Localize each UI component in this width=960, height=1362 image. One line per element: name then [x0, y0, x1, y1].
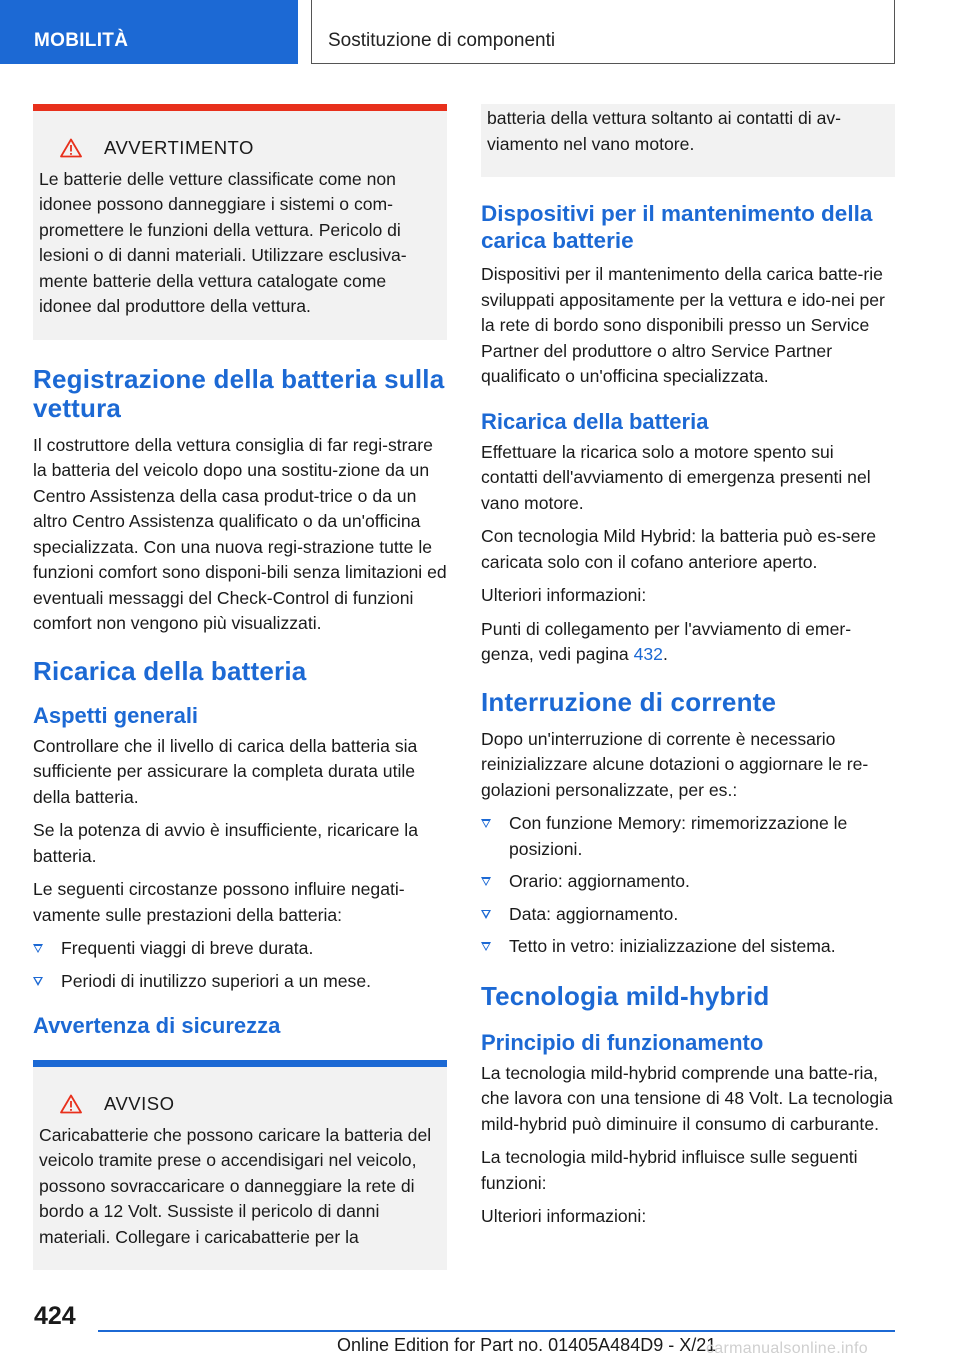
warning-triangle-icon [60, 138, 82, 158]
page-number: 424 [34, 1302, 76, 1330]
charging-paragraph-1: Controllare che il livello di carica della batteria sia sufficiente per assicurare la completa durata utile della batteria. [33, 735, 418, 807]
recharge-paragraph-3: Ulteriori informazioni: [481, 585, 647, 605]
interruption-text: Dopo un'interruzione di corrente è necessario reinizializzare alcune dotazioni o aggiornare le re-golazioni personalizzate, per es.: [481, 728, 869, 800]
charging-paragraph-3: Le seguenti circostanze possono influire negati-vamente sulle prestazioni della batteria: [33, 879, 405, 925]
maintainers-subheading: Dispositivi per il mantenimento della carica batterie [481, 201, 873, 253]
registration-heading: Registrazione della batteria sulla vettura [33, 363, 445, 423]
mild-hybrid-heading: Tecnologia mild-hybrid [481, 980, 770, 1011]
list-item [481, 934, 895, 960]
list-item-text: Frequenti viaggi di breve durata. [61, 938, 314, 958]
warning-box [33, 104, 447, 340]
footer-edition: Online Edition for Part no. 01405A484D9 - X/21 [337, 1335, 717, 1355]
recharge-paragraph-4 [481, 617, 895, 668]
notice-box-continued [481, 104, 895, 177]
mild-hybrid-paragraph-3: Ulteriori informazioni: [481, 1206, 647, 1226]
operating-principle-subheading: Principio di funzionamento [481, 1029, 764, 1055]
list-item [481, 811, 895, 862]
left-column [33, 104, 447, 1295]
footer-divider [98, 1330, 895, 1332]
list-item-text: Con funzione Memory: rimemorizzazione le posizioni. [509, 813, 848, 859]
recharge-paragraph-1: Effettuare la ricarica solo a motore spento sui contatti dell'avviamento di emergenza presenti nel vano motore. [481, 441, 871, 513]
bullet-triangle-icon [481, 910, 491, 919]
watermark: carmanualsonline.info [706, 1340, 868, 1357]
recharge-p4-text: Punti di collegamento per l'avviamento di emer-genza, vedi pagina [481, 618, 852, 664]
chapter-title: Sostituzione di componenti [311, 0, 895, 64]
recharge-subheading: Ricarica della batteria [481, 408, 709, 434]
warning-title: AVVERTIMENTO [104, 137, 254, 158]
list-item [481, 902, 895, 928]
right-column [481, 104, 895, 1238]
bullet-triangle-icon [481, 942, 491, 951]
list-item [33, 969, 447, 995]
interruption-heading: Interruzione di corrente [481, 686, 777, 717]
list-item-text: Data: aggiornamento. [509, 903, 679, 924]
list-item-text: Orario: aggiornamento. [509, 871, 690, 891]
charging-heading: Ricarica della batteria [33, 655, 307, 686]
notice-text: Caricabatterie che possono caricare la batteria del veicolo tramite prese o accendisigari nel veicolo, possono sovraccaricare o danneggiare la rete di bordo a 12 Volt. Sussiste il pericolo di danni materiali. Collegare i caricabatterie per la [39, 1124, 432, 1247]
bullet-triangle-icon [481, 877, 491, 886]
warning-text: Le batterie delle vetture classificate come non idonee possono danneggiare i sistemi o com-promettere le funzioni della vettura. Pericolo di lesioni o di danni materiali. Utilizzare esclusiva-mente batterie della vettura catalogate come idonee dal produttore della vettura. [39, 168, 407, 316]
notice-text-continued: batteria della vettura soltanto ai contatti di av-viamento nel vano motore. [487, 108, 842, 154]
bullet-triangle-icon [33, 944, 43, 953]
page-link[interactable]: 432 [633, 644, 663, 664]
bullet-triangle-icon [33, 977, 43, 986]
bullet-triangle-icon [481, 819, 491, 828]
recharge-p4-end: . [662, 644, 668, 664]
charging-bullet-list [33, 936, 447, 994]
notice-box [33, 1060, 447, 1270]
recharge-paragraph-2: Con tecnologia Mild Hybrid: la batteria può es-sere caricata solo con il cofano anteriore aperto. [481, 526, 877, 572]
maintainers-text: Dispositivi per il mantenimento della carica batte-rie sviluppati appositamente per la vettura e ido-nei per la rete di bordo sono disponibili presso un Service Partner del produttore o altro Service Partner qualificato o un'officina specializzata. [481, 264, 885, 386]
list-item-text: Periodi di inutilizzo superiori a un mese. [61, 970, 371, 991]
list-item [33, 936, 447, 962]
general-aspects-subheading: Aspetti generali [33, 702, 199, 728]
interruption-bullet-list [481, 811, 895, 960]
charging-paragraph-2: Se la potenza di avvio è insufficiente, ricaricare la batteria. [33, 820, 418, 866]
list-item-text: Tetto in vetro: inizializzazione del sistema. [509, 936, 836, 956]
mild-hybrid-paragraph-2: La tecnologia mild-hybrid influisce sulle seguenti funzioni: [481, 1147, 858, 1193]
list-item [481, 869, 895, 895]
safety-subheading: Avvertenza di sicurezza [33, 1013, 281, 1038]
warning-triangle-icon [60, 1094, 82, 1114]
mild-hybrid-paragraph-1: La tecnologia mild-hybrid comprende una batte-ria, che lavora con una tensione di 48 Volt. La tecnologia mild-hybrid può diminuire il consumo di carburante. [481, 1062, 893, 1134]
registration-text: Il costruttore della vettura consiglia di far regi-strare la batteria del veicolo dopo una sostitu-zione da un Centro Assistenza della casa produt-trice o da un altro Centro Assistenza qualificato o da un'officina specializzata. Con una nuova regi-strazione tutte le funzioni comfort sono disponi-bili senza limitazioni ed eventuali messaggi del Check-Control di funzioni comfort non vengono più visualizzati. [33, 434, 447, 633]
section-tab[interactable]: MOBILITÀ [0, 0, 298, 64]
notice-title: AVVISO [104, 1093, 175, 1114]
